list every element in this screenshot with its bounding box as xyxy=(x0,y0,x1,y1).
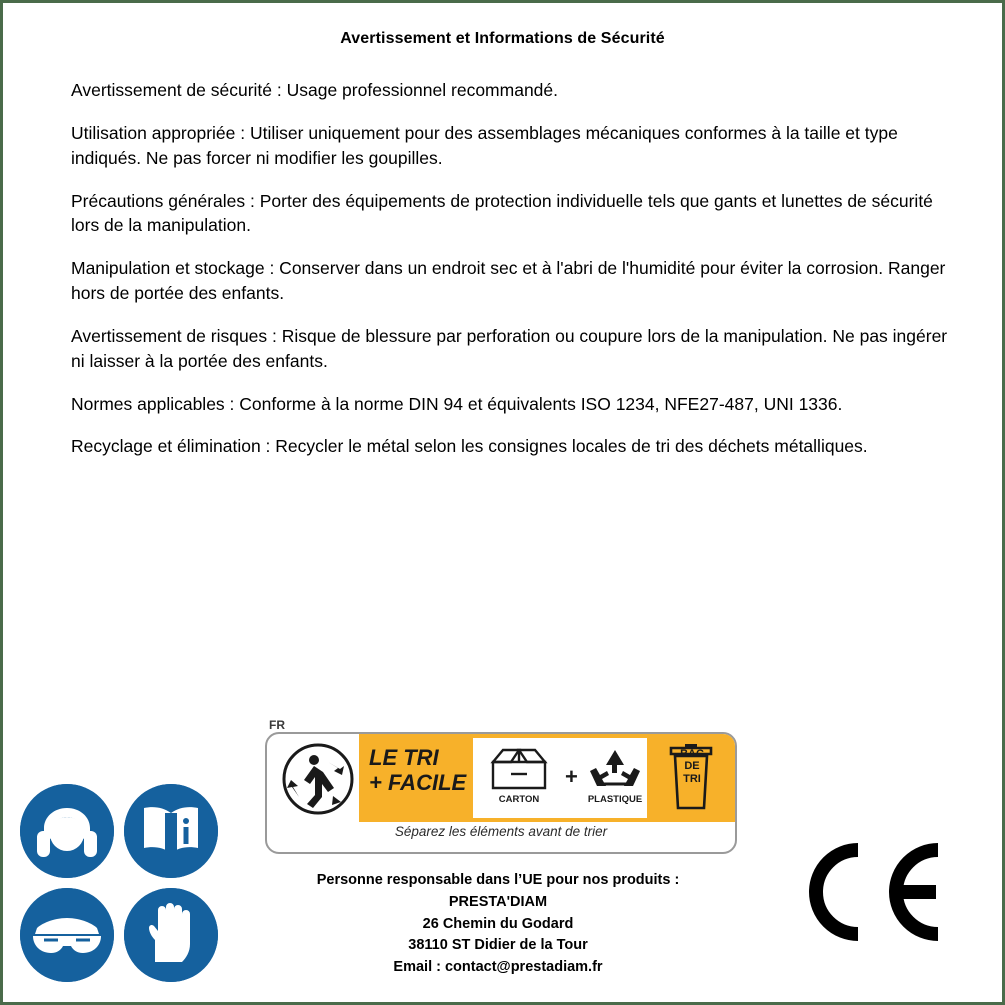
responsible-suffix: pour nos produits : xyxy=(542,872,680,888)
pictogram-group xyxy=(18,784,226,992)
footer-area xyxy=(3,702,1002,1002)
company-name: PRESTA'DIAM xyxy=(448,893,548,910)
paragraph: Utilisation appropriée : Utiliser uniquement pour des assemblages mécaniques conformes à la taille et type indiqués. Ne pas forcer ni modifier les goupilles. xyxy=(71,122,898,168)
ear-protection-icon xyxy=(20,784,114,878)
recycling-label-frame xyxy=(265,732,737,854)
company-email: Email : contact@prestadiam.fr xyxy=(393,959,603,975)
paragraph: Recyclage et élimination : Recycler le métal selon les consignes locales de tri des déchets métalliques. xyxy=(71,436,868,457)
plus-sign: + xyxy=(565,764,578,789)
tri-headline-line1: LE TRI xyxy=(369,745,439,770)
plastique-label: PLASTIQUE xyxy=(587,794,643,805)
paragraph: Précautions générales : Porter des équipements de protection individuelle tels que gants et lunettes de sécurité lors de la manipulation. xyxy=(71,190,933,236)
responsible-prefix: Personne responsable dans l’ xyxy=(316,872,523,888)
paragraph: Avertissement de risques : Risque de blessure par perforation ou coupure lors de la manipulation. Ne pas ingérer ni laisser à la portée des enfants. xyxy=(71,325,948,371)
company-street: 26 Chemin du Godard xyxy=(422,915,574,932)
bin-text-line2: DE xyxy=(684,760,700,773)
bin-text-line1: BAC xyxy=(680,748,704,760)
paragraph: Normes applicables : Conforme à la norme DIN 94 et équivalents ISO 1234, NFE27-487, UNI 1336. xyxy=(71,393,843,414)
safety-text-block xyxy=(71,78,961,459)
carton-box-icon xyxy=(485,744,553,792)
fr-country-tag: FR xyxy=(269,718,285,732)
recycling-label xyxy=(265,720,735,852)
eye-protection-icon xyxy=(20,888,114,982)
recycling-caption: Séparez les éléments avant de trier xyxy=(394,824,608,839)
tri-headline-line2: + FACILE xyxy=(369,769,467,795)
tri-headline xyxy=(369,746,469,795)
hand-protection-icon xyxy=(124,888,218,982)
plastique-recycle-icon xyxy=(587,746,643,792)
responsible-ue: UE xyxy=(522,872,543,888)
triman-icon xyxy=(281,742,355,816)
responsible-person-block xyxy=(233,870,763,979)
paragraph: Manipulation et stockage : Conserver dans un endroit sec et à l'abri de l'humidité pour éviter la corrosion. Ranger hors de portée des enfants. xyxy=(71,258,946,304)
ce-mark xyxy=(798,842,958,942)
responsible-person-line xyxy=(233,870,763,892)
page-title: Avertissement et Informations de Sécurité xyxy=(340,30,665,47)
company-city: 38110 ST Didier de la Tour xyxy=(408,937,588,954)
bin-arrow xyxy=(649,734,735,822)
read-instructions-icon xyxy=(124,784,218,878)
bin-text xyxy=(663,748,721,785)
bin-text-line3: TRI xyxy=(683,772,701,785)
carton-label: CARTON xyxy=(498,794,540,805)
paragraph: Avertissement de sécurité : Usage professionnel recommandé. xyxy=(71,80,559,100)
